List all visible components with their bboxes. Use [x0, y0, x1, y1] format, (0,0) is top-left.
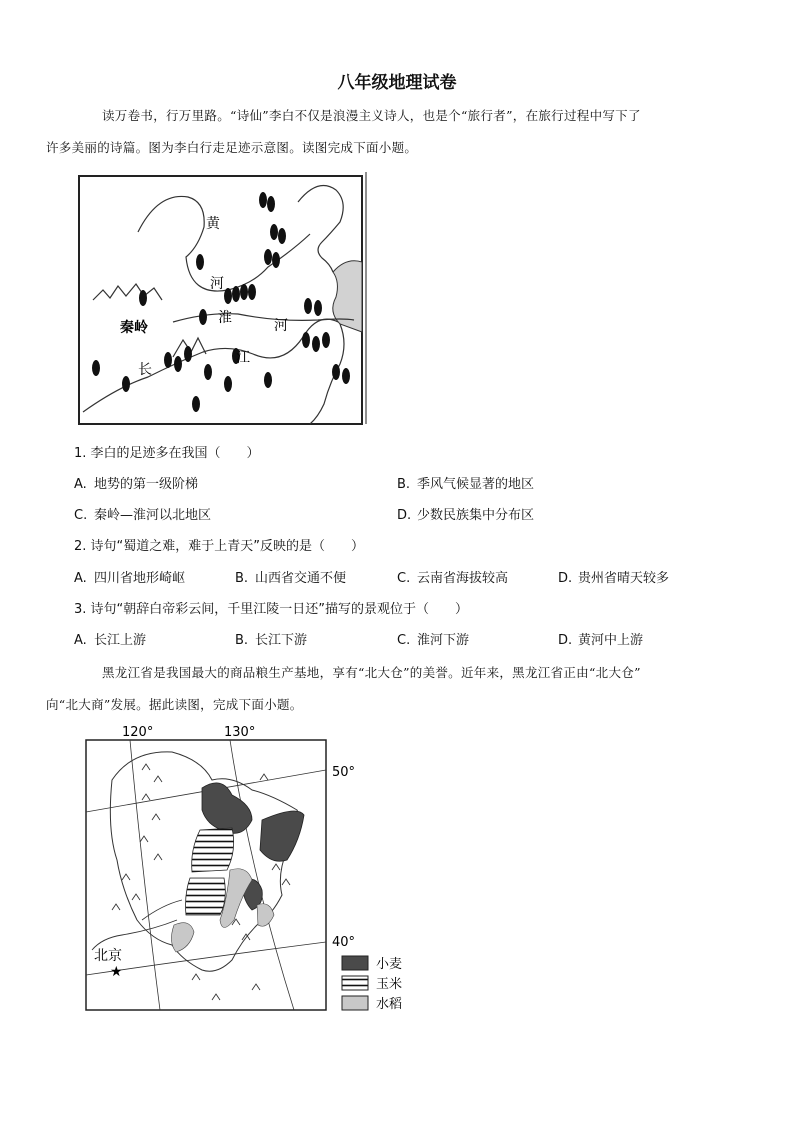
label-qinling: 秦岭 — [120, 320, 148, 336]
legend-wheat-swatch — [342, 956, 368, 970]
label-huai: 淮 — [218, 310, 232, 326]
label-he2: 河 — [274, 318, 288, 334]
lat-50-label: 50° — [332, 765, 356, 780]
question-1-option-a[interactable]: A. 地势的第一级阶梯 — [74, 477, 199, 492]
intro-paragraph-2 — [46, 657, 724, 721]
question-1-option-b[interactable]: B. 季风气候显著的地区 — [397, 477, 535, 492]
lon-120-label: 120° — [122, 725, 154, 740]
question-1-stem: 1. 李白的足迹多在我国（ ） — [74, 446, 260, 461]
intro-paragraph-1 — [46, 100, 724, 164]
question-2-stem: 2. 诗句“蜀道之难，难于上青天”反映的是（ ） — [74, 539, 365, 554]
question-2-option-c[interactable]: C. 云南省海拔较高 — [397, 571, 509, 586]
question-3-option-b[interactable]: B. 长江下游 — [235, 633, 308, 648]
label-he1: 河 — [210, 276, 224, 292]
legend-corn-label: 玉米 — [376, 977, 403, 992]
label-huang: 黄 — [206, 216, 220, 232]
intro2-line2: 向“北大商”发展。据此读图，完成下面小题。 — [46, 697, 303, 712]
question-2-option-d[interactable]: D. 贵州省晴天较多 — [558, 571, 670, 586]
label-jiang: 江 — [236, 350, 250, 366]
legend-rice-label: 水稻 — [376, 997, 403, 1012]
question-1-option-d[interactable]: D. 少数民族集中分布区 — [397, 508, 535, 523]
question-2-option-a[interactable]: A. 四川省地形崎岖 — [74, 571, 186, 586]
legend-wheat-label: 小麦 — [376, 957, 403, 972]
question-2-option-b[interactable]: B. 山西省交通不便 — [235, 571, 347, 586]
intro1-line2: 许多美丽的诗篇。图为李白行走足迹示意图。读图完成下面小题。 — [46, 140, 418, 155]
question-3-option-d[interactable]: D. 黄河中上游 — [558, 633, 644, 648]
beijing-label: 北京 — [94, 948, 122, 964]
libai-footprint-map — [78, 172, 368, 428]
lat-40-label: 40° — [332, 935, 356, 950]
question-3-option-c[interactable]: C. 淮河下游 — [397, 633, 470, 648]
label-chang: 长 — [138, 362, 152, 378]
question-3-stem: 3. 诗句“朝辞白帝彩云间，千里江陵一日还”描写的景观位于（ ） — [74, 602, 469, 617]
legend-rice-swatch — [342, 996, 368, 1010]
intro2-line1: 黑龙江省是我国最大的商品粮生产基地，享有“北大仓”的美誉。近年来，黑龙江省正由“北大仓” — [102, 665, 641, 680]
question-1-option-c[interactable]: C. 秦岭—淮河以北地区 — [74, 508, 212, 523]
question-3-option-a[interactable]: A. 长江上游 — [74, 633, 147, 648]
intro1-line1: 读万卷书，行万里路。“诗仙”李白不仅是浪漫主义诗人，也是个“旅行者”，在旅行过程中写下了 — [102, 108, 641, 123]
lon-130-label: 130° — [224, 725, 256, 740]
northeast-crop-map — [82, 720, 422, 1020]
beijing-star-icon: ★ — [110, 964, 123, 980]
page-title: 八年级地理试卷 — [337, 73, 457, 93]
legend-corn-swatch — [342, 976, 368, 990]
